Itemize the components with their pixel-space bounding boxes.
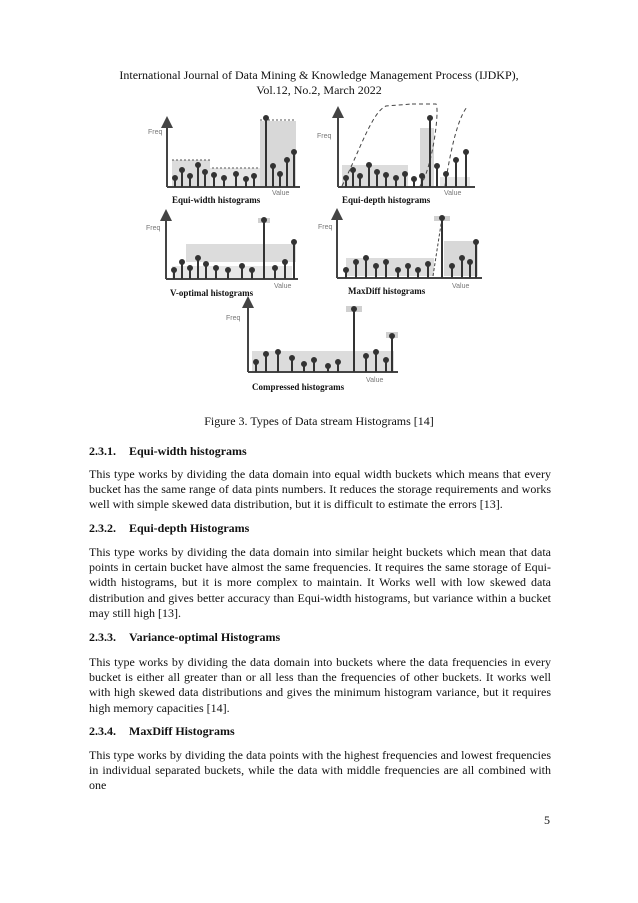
compressed-panel (226, 302, 398, 392)
section-number: 2.3.2. (89, 521, 116, 535)
freq-axis-label: Freq (148, 129, 163, 136)
figure-caption: Figure 3. Types of Data stream Histograms [14] (204, 414, 434, 428)
section-heading-variance-optimal (89, 630, 280, 645)
equi-depth-panel (317, 104, 475, 205)
histogram-types-figure (0, 0, 638, 403)
v-optimal-panel (146, 215, 298, 298)
section-number: 2.3.4. (89, 724, 116, 738)
section-number: 2.3.3. (89, 630, 116, 644)
section-body-variance-optimal: This type works by dividing the data domain into buckets where the data frequencies in every bucket is either all greater than or all less than the frequencies of other buckets. It works well with high skewed data distributions and gives the minimum histogram variance, but it requires high memory capacities [14]. (89, 655, 551, 715)
section-heading-maxdiff (89, 724, 235, 739)
section-title: MaxDiff Histograms (129, 724, 235, 738)
section-body-equi-width: This type works by dividing the data domain into equal width buckets which means that every bucket has the same range of data pints numbers. It reduces the storage requirements and works well with simple skewed data distribution, but it is difficult to estimate the errors [13]. (89, 467, 551, 512)
v-optimal-title: V-optimal histograms (170, 288, 254, 298)
section-title: Equi-width histograms (129, 444, 247, 458)
section-heading-equi-width (89, 444, 247, 459)
value-axis-label-5: Value (366, 377, 384, 384)
equi-depth-title: Equi-depth histograms (342, 195, 431, 205)
section-body-equi-depth: This type works by dividing the data domain into similar height buckets which mean that data points in certain bucket have almost the same frequencies. It requires the same storage of Equi-width histograms, but it is more complex to maintain. It Works well with low skewed data distribution and gives better accuracy than Equi-width histograms, but variance within a bucket may still high [13]. (89, 545, 551, 620)
equi-width-panel (148, 116, 300, 205)
section-title: Equi-depth Histograms (129, 521, 250, 535)
section-body-maxdiff: This type works by dividing the data points with the highest frequencies and lowest frequencies in individual separated buckets, while the data with middle frequencies are all combined with one (89, 748, 551, 793)
journal-title: International Journal of Data Mining & Knowledge Management Process (IJDKP), (119, 68, 519, 82)
section-heading-equi-depth (89, 521, 249, 536)
freq-axis-label-4: Freq (318, 224, 333, 231)
value-axis-label-3: Value (274, 283, 292, 290)
freq-axis-label-5: Freq (226, 315, 241, 322)
section-number: 2.3.1. (89, 444, 116, 458)
freq-axis-label-3: Freq (146, 225, 161, 232)
value-axis-label: Value (272, 190, 290, 197)
freq-axis-label-2: Freq (317, 133, 332, 140)
compressed-title: Compressed histograms (252, 382, 345, 392)
page-number: 5 (544, 813, 550, 827)
maxdiff-panel (318, 214, 482, 296)
maxdiff-title: MaxDiff histograms (348, 286, 426, 296)
value-axis-label-2: Value (444, 190, 462, 197)
journal-volume: Vol.12, No.2, March 2022 (256, 83, 382, 97)
section-title: Variance-optimal Histograms (129, 630, 281, 644)
value-axis-label-4: Value (452, 283, 470, 290)
equi-width-title: Equi-width histograms (172, 195, 261, 205)
